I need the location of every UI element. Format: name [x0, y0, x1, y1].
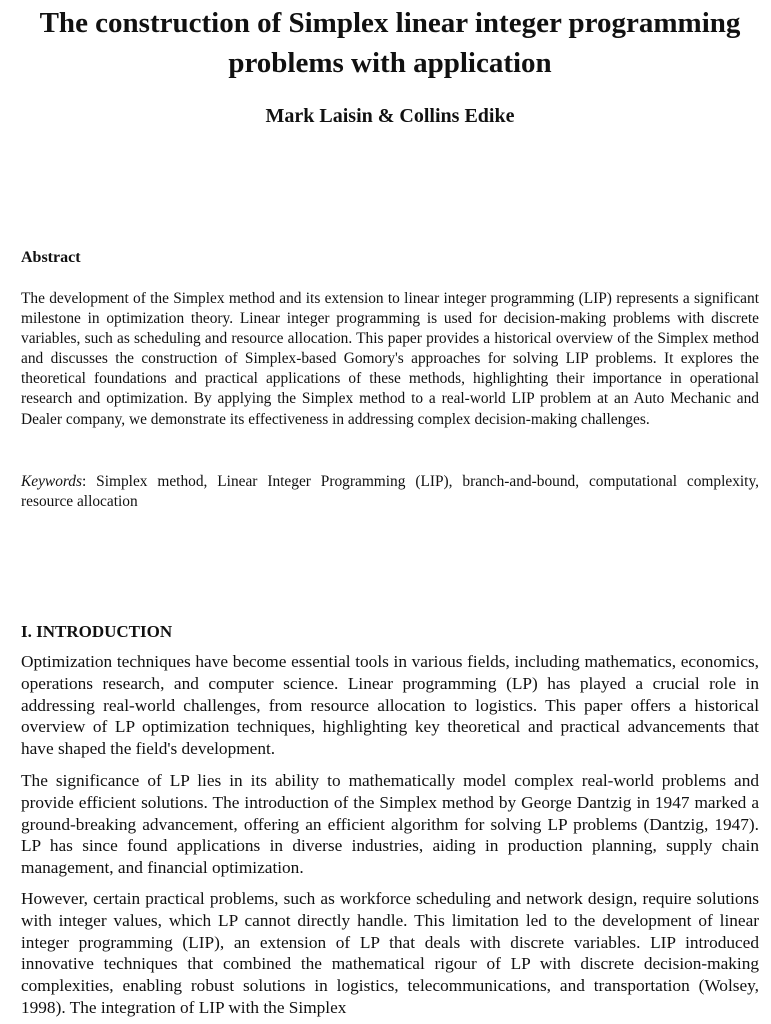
introduction-paragraph: However, certain practical problems, such as workforce scheduling and network design, require solutions with integer values, which LP cannot directly handle. This limitation led to the development of linear integer programming (LIP), an extension of LP that deals with discrete variables. LIP introduced innovative techniques that combined the mathematical rigour of LP with discrete decision-making complexities, enabling robust solutions in logistics, telecommunications, and transportation (Wolsey, 1998). The integration of LIP with the Simplex [21, 889, 759, 1017]
keywords-separator: : [82, 473, 87, 490]
abstract-body: The development of the Simplex method and its extension to linear integer programming (LIP) represents a significant milestone in optimization theory. Linear integer programming is used for decision-making problems with discrete variables, such as scheduling and resource allocation. This paper provides a historical overview of the Simplex method and discusses the construction of Simplex-based Gomory's approaches for solving LIP problems. It explores the theoretical foundations and practical applications of these methods, highlighting their importance in operational research and optimization. By applying the Simplex method to a real-world LIP problem at an Auto Mechanic and Dealer company, we demonstrate its effectiveness in addressing complex decision-making challenges. [21, 290, 759, 428]
abstract-heading: Abstract [21, 249, 81, 266]
paper-authors: Mark Laisin & Collins Edike [265, 105, 515, 127]
introduction-heading: I. INTRODUCTION [21, 622, 173, 641]
introduction-paragraph: The significance of LP lies in its ability to mathematically model complex real-world problems and provide efficient solutions. The introduction of the Simplex method by George Dantzig in 1947 marked a ground-breaking advancement, offering an efficient algorithm for solving LP problems (Dantzig, 1947). LP has since found applications in diverse industries, aiding in production planning, supply chain management, and financial optimization. [21, 771, 759, 878]
keywords-label: Keywords [21, 473, 82, 490]
keywords-line [21, 472, 759, 512]
introduction-paragraph: Optimization techniques have become essential tools in various fields, including mathematics, economics, operations research, and computer science. Linear programming (LP) has played a crucial role in addressing real-world challenges, from resource allocation to logistics. This paper offers a historical overview of LP optimization techniques, highlighting key theoretical and practical advancements that have shaped the field's development. [21, 652, 759, 759]
paper-title: The construction of Simplex linear integer programming problems with application [39, 7, 741, 79]
keywords-text: Simplex method, Linear Integer Programming (LIP), branch-and-bound, computational complexity, resource allocation [21, 473, 759, 511]
